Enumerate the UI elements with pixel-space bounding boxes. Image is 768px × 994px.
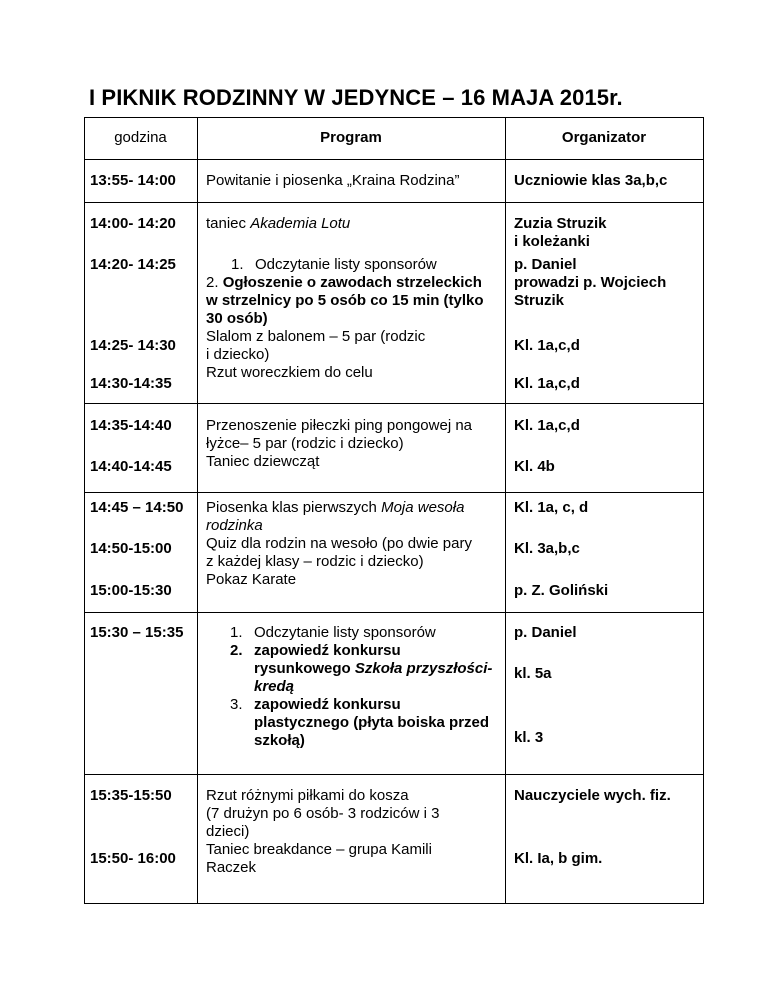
row3-program-text: Ogłoszenie o zawodach strzeleckich — [222, 274, 482, 291]
row3-program-text: w strzelnicy po 5 osób co 15 min (tylko — [206, 292, 484, 309]
row3-program-text: 30 osób) — [206, 310, 268, 327]
row-divider — [84, 202, 704, 203]
header-program: Program — [320, 129, 382, 146]
row5-program-text: Pokaz Karate — [206, 571, 297, 588]
row2-time: 14:00- 14:20 — [90, 215, 176, 232]
list-number: 1. — [231, 256, 244, 273]
row1-time: 13:55- 14:00 — [90, 172, 176, 189]
row4-time-2: 14:40-14:45 — [90, 458, 172, 475]
row5-program-title: rodzinka — [206, 517, 263, 534]
row3-organizer-line: Struzik — [514, 292, 565, 309]
row3-time-2: 14:25- 14:30 — [90, 337, 176, 354]
table-border-right — [703, 117, 704, 904]
list-number: 3. — [230, 696, 243, 713]
row1-organizer: Uczniowie klas 3a,b,c — [514, 172, 668, 189]
header-organizer: Organizator — [561, 129, 647, 146]
table-border-top — [84, 117, 704, 118]
row4-organizer-2: Kl. 4b — [514, 458, 555, 475]
row5-program-text: Piosenka klas pierwszych — [206, 499, 382, 516]
row2-organizer-line: Zuzia Struzik — [514, 215, 607, 232]
row3-organizer-2: Kl. 1a,c,d — [514, 337, 580, 354]
row3-program — [206, 256, 484, 382]
row-divider — [84, 403, 704, 404]
row7-program-text: dzieci) — [206, 823, 250, 840]
table-divider-col2 — [505, 117, 506, 904]
list-number: 1. — [230, 624, 243, 641]
table-divider-col1 — [197, 117, 198, 904]
row5-program-text: z każdej klasy – rodzic i dziecko) — [206, 553, 424, 570]
row4-time-1: 14:35-14:40 — [90, 417, 172, 434]
row6-program-text: szkołą) — [254, 732, 305, 749]
row3-program-text: Rzut woreczkiem do celu — [206, 364, 373, 381]
row5-organizer-2: Kl. 3a,b,c — [514, 540, 580, 557]
row7-program — [206, 787, 439, 877]
row6-program-title: Szkoła przyszłości- — [354, 660, 493, 677]
row2-program — [206, 215, 350, 233]
row4-program-text: Przenoszenie piłeczki ping pongowej na — [206, 417, 473, 434]
schedule-table — [84, 117, 704, 904]
row6-time: 15:30 – 15:35 — [90, 624, 184, 641]
row6-list-item — [230, 642, 492, 660]
row3-organizer-line: p. Daniel — [514, 256, 577, 273]
row2-program-text: taniec — [206, 215, 251, 232]
row4-program-text: Taniec dziewcząt — [206, 453, 320, 470]
row6-program-text: zapowiedź konkursu — [254, 696, 401, 713]
row2-program-title: Akademia Lotu — [250, 215, 351, 232]
row7-program-text: Rzut różnymi piłkami do kosza — [206, 787, 409, 804]
row6-organizer-3: kl. 3 — [514, 729, 544, 746]
row3-program-text: Slalom z balonem – 5 par (rodzic — [206, 328, 426, 345]
row5-time-1: 14:45 – 14:50 — [90, 499, 184, 516]
row2-organizer — [514, 215, 607, 251]
row3-organizer-3: Kl. 1a,c,d — [514, 375, 580, 392]
row4-program — [206, 417, 472, 471]
row7-program-text: (7 drużyn po 6 osób- 3 rodziców i 3 — [206, 805, 440, 822]
page-title: I PIKNIK RODZINNY W JEDYNCE – 16 MAJA 2015r. — [89, 85, 623, 110]
row6-list-line — [230, 660, 492, 678]
row6-list-item — [230, 624, 492, 642]
row2-organizer-line: i koleżanki — [514, 233, 590, 250]
row5-program — [206, 499, 472, 589]
row4-program-text: łyżce– 5 par (rodzic i dziecko) — [206, 435, 404, 452]
table-border-left — [84, 117, 85, 904]
row5-organizer-3: p. Z. Goliński — [514, 582, 609, 599]
row7-time-2: 15:50- 16:00 — [90, 850, 176, 867]
row-divider — [84, 774, 704, 775]
row3-organizer-line: prowadzi p. Wojciech — [514, 274, 667, 291]
row6-program — [230, 624, 492, 750]
row6-organizer-1: p. Daniel — [514, 624, 577, 641]
row6-organizer-2: kl. 5a — [514, 665, 552, 682]
table-border-bottom — [84, 903, 704, 904]
row7-program-text: Raczek — [206, 859, 257, 876]
row4-organizer-1: Kl. 1a,c,d — [514, 417, 580, 434]
row5-program-title: Moja wesoła — [381, 499, 465, 516]
row7-organizer-2: Kl. Ia, b gim. — [514, 850, 603, 867]
row6-program-text: rysunkowego — [254, 660, 355, 677]
row5-program-line — [206, 499, 472, 517]
row6-program-title: kredą — [254, 678, 295, 695]
row6-program-text: zapowiedź konkursu — [254, 642, 401, 659]
row-divider — [84, 159, 704, 160]
row5-time-2: 14:50-15:00 — [90, 540, 172, 557]
row3-program-text: i dziecko) — [206, 346, 270, 363]
row5-time-3: 15:00-15:30 — [90, 582, 172, 599]
header-time: godzina — [114, 129, 167, 146]
row6-program-text: plastycznego (płyta boiska przed — [254, 714, 490, 731]
row7-time-1: 15:35-15:50 — [90, 787, 172, 804]
row7-program-text: Taniec breakdance – grupa Kamili — [206, 841, 432, 858]
row3-organizer — [514, 256, 666, 310]
row-divider — [84, 612, 704, 613]
row-divider — [84, 492, 704, 493]
row1-program: Powitanie i piosenka „Kraina Rodzina” — [206, 172, 460, 189]
row3-program-item — [206, 274, 484, 292]
row3-time-3: 14:30-14:35 — [90, 375, 172, 392]
row3-time-1: 14:20- 14:25 — [90, 256, 176, 273]
row3-program-item — [206, 256, 484, 274]
list-number: 2. — [230, 642, 243, 659]
row6-program-text: Odczytanie listy sponsorów — [254, 624, 436, 641]
list-number: 2. — [206, 274, 223, 291]
row5-organizer-1: Kl. 1a, c, d — [514, 499, 589, 516]
row6-list-item — [230, 696, 492, 714]
row3-program-text: Odczytanie listy sponsorów — [255, 256, 437, 273]
row7-organizer-1: Nauczyciele wych. fiz. — [514, 787, 671, 804]
row5-program-text: Quiz dla rodzin na wesoło (po dwie pary — [206, 535, 472, 552]
